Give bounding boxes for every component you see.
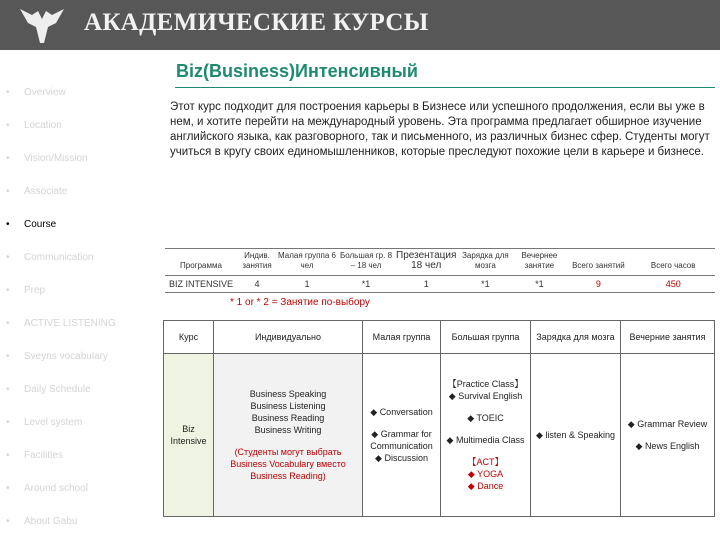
col-header: Малая группа 6 чел bbox=[277, 249, 337, 276]
col-header: Курс bbox=[164, 321, 214, 354]
sidebar-item-label: ACTIVE LISTENING bbox=[24, 318, 116, 329]
sidebar-item-prep[interactable] bbox=[6, 285, 45, 301]
list-item: ◆ Dance bbox=[467, 481, 504, 491]
individual-cell bbox=[214, 354, 363, 517]
list-item: ◆ News English bbox=[635, 441, 700, 451]
page-title: Biz(Business)Интенсивный bbox=[176, 61, 418, 81]
sidebar-item-active-listening[interactable] bbox=[6, 318, 116, 334]
col-header: Большая группа bbox=[441, 321, 531, 354]
sidebar-item-course[interactable] bbox=[6, 219, 56, 235]
sidebar-item-daily-schedule[interactable] bbox=[6, 384, 91, 400]
bullet-icon: • bbox=[6, 318, 10, 329]
sidebar-item-label: Communication bbox=[24, 252, 94, 263]
large-group-cell bbox=[441, 354, 531, 517]
list-item: ◆ Conversation bbox=[370, 407, 433, 417]
sidebar-item-label: Overview bbox=[24, 87, 66, 98]
sidebar-item-communication[interactable] bbox=[6, 252, 93, 268]
list-item: Business Speaking bbox=[249, 389, 327, 399]
bullet-icon: • bbox=[6, 384, 10, 395]
bullet-icon: • bbox=[6, 351, 10, 362]
list-item: ◆ Survival English bbox=[448, 391, 523, 401]
list-item: ◆ YOGA bbox=[467, 469, 504, 479]
table-row bbox=[165, 276, 715, 293]
col-header: Всего занятий bbox=[565, 249, 631, 276]
list-item: ◆ Multimedia Class bbox=[446, 435, 525, 445]
cell: 9 bbox=[595, 279, 601, 289]
cell: BIZ INTENSIVE bbox=[168, 279, 233, 289]
cell: 4 bbox=[254, 279, 260, 289]
sidebar-item-facilities[interactable] bbox=[6, 450, 63, 466]
course-name: Biz Intensive bbox=[164, 354, 214, 517]
list-item: ◆ TOEIC bbox=[467, 413, 504, 423]
bullet-icon: • bbox=[6, 219, 10, 230]
bullet-icon: • bbox=[6, 120, 10, 131]
bullet-icon: • bbox=[6, 417, 10, 428]
sidebar-item-label: Sveyns vocabulary bbox=[24, 351, 108, 362]
col-header: Зарядка для мозга bbox=[531, 321, 621, 354]
sidebar-item-label: Level system bbox=[24, 417, 83, 428]
sidebar-item-associate[interactable] bbox=[6, 186, 67, 202]
sidebar-item-location[interactable] bbox=[6, 120, 62, 136]
sidebar-item-label: Around school bbox=[24, 483, 88, 494]
list-item: ◆ Grammar Review bbox=[627, 419, 708, 429]
sidebar-item-label: Course bbox=[24, 219, 57, 230]
individual-note: (Студенты могут выбрать Business Vocabulary вместо Business Reading) bbox=[230, 447, 346, 481]
list-item: Business Listening bbox=[250, 401, 326, 411]
col-header: Вечернее занятие bbox=[513, 249, 565, 276]
bullet-icon: • bbox=[6, 516, 10, 527]
cell: *1 bbox=[535, 279, 544, 289]
bullet-icon: • bbox=[6, 483, 10, 494]
bullet-icon: • bbox=[6, 252, 10, 263]
title-divider bbox=[175, 87, 715, 88]
sidebar-item-label: Daily Schedule bbox=[24, 384, 91, 395]
col-header: Индив. занятия bbox=[237, 249, 277, 276]
cell: *1 bbox=[361, 279, 371, 289]
bullet-icon: • bbox=[6, 450, 10, 461]
cell: 1 bbox=[304, 279, 310, 289]
sidebar-item-label: Associate bbox=[24, 186, 68, 197]
col-header: Большая гр. 8 – 18 чел bbox=[337, 249, 395, 276]
header-bar bbox=[0, 0, 720, 50]
list-item: Business Reading bbox=[251, 413, 325, 423]
sidebar-item-label: Prep bbox=[24, 285, 46, 296]
summary-table bbox=[165, 248, 715, 293]
small-group-cell bbox=[363, 354, 441, 517]
list-item: 【Practice Class】 bbox=[447, 379, 524, 389]
col-header: Индивидуально bbox=[214, 321, 363, 354]
bullet-icon: • bbox=[6, 87, 10, 98]
cell: *1 bbox=[481, 279, 490, 289]
bullet-icon: • bbox=[6, 285, 10, 296]
table-row bbox=[164, 354, 715, 517]
sidebar-item-label: Facilities bbox=[24, 450, 63, 461]
elective-note: * 1 or * 2 = Занятие по-выбору bbox=[230, 297, 370, 308]
sidebar-item-label: About Gabu bbox=[24, 516, 78, 527]
col-header: Малая группа bbox=[363, 321, 441, 354]
cell: 1 bbox=[423, 279, 429, 289]
evening-cell bbox=[621, 354, 715, 517]
sidebar-item-level-system[interactable] bbox=[6, 417, 82, 433]
col-header: Программа bbox=[165, 249, 237, 276]
header-title: АКАДЕМИЧЕСКИЕ КУРСЫ bbox=[84, 9, 429, 36]
list-item: Business Writing bbox=[254, 425, 322, 435]
sidebar-item-label: Vision/Mission bbox=[24, 153, 88, 164]
course-table bbox=[163, 320, 715, 517]
col-header: Зарядка для мозга bbox=[457, 249, 513, 276]
sidebar-item-sveyns-vocabulary[interactable] bbox=[6, 351, 108, 367]
col-header: Вечерние занятия bbox=[621, 321, 715, 354]
sidebar-item-around-school[interactable] bbox=[6, 483, 88, 499]
bullet-icon: • bbox=[6, 186, 10, 197]
sidebar-item-about-gabu[interactable] bbox=[6, 516, 77, 532]
course-description: Этот курс подходит для построения карьеры в Бизнесе или успешного продолжения, если вы уже в нем, и хотите перейти на международный уровень. Эта программа предлагает обширное изучение английского языка, как разговорного, так и письменного, из различных бизнес сфер. Студенты могут учиться в кругу своих единомышленников, которые преследуют похожие цели в карьере и бизнесе. bbox=[170, 101, 710, 158]
cell: 450 bbox=[665, 279, 681, 289]
list-item: ◆ listen & Speaking bbox=[536, 430, 615, 440]
sidebar-item-vision-mission[interactable] bbox=[6, 153, 88, 169]
sidebar-item-label: Location bbox=[24, 120, 62, 131]
sidebar-item-overview[interactable] bbox=[6, 87, 66, 103]
list-item: 【ACT】 bbox=[467, 457, 504, 467]
list-item: ◆ Discussion bbox=[375, 453, 428, 463]
col-header: Презентация 18 чел bbox=[395, 249, 457, 276]
bullet-icon: • bbox=[6, 153, 10, 164]
col-header: Всего часов bbox=[631, 249, 715, 276]
brain-cell bbox=[531, 354, 621, 517]
eagle-logo-icon bbox=[18, 7, 66, 45]
list-item: ◆ Grammar for Communication bbox=[370, 429, 433, 451]
